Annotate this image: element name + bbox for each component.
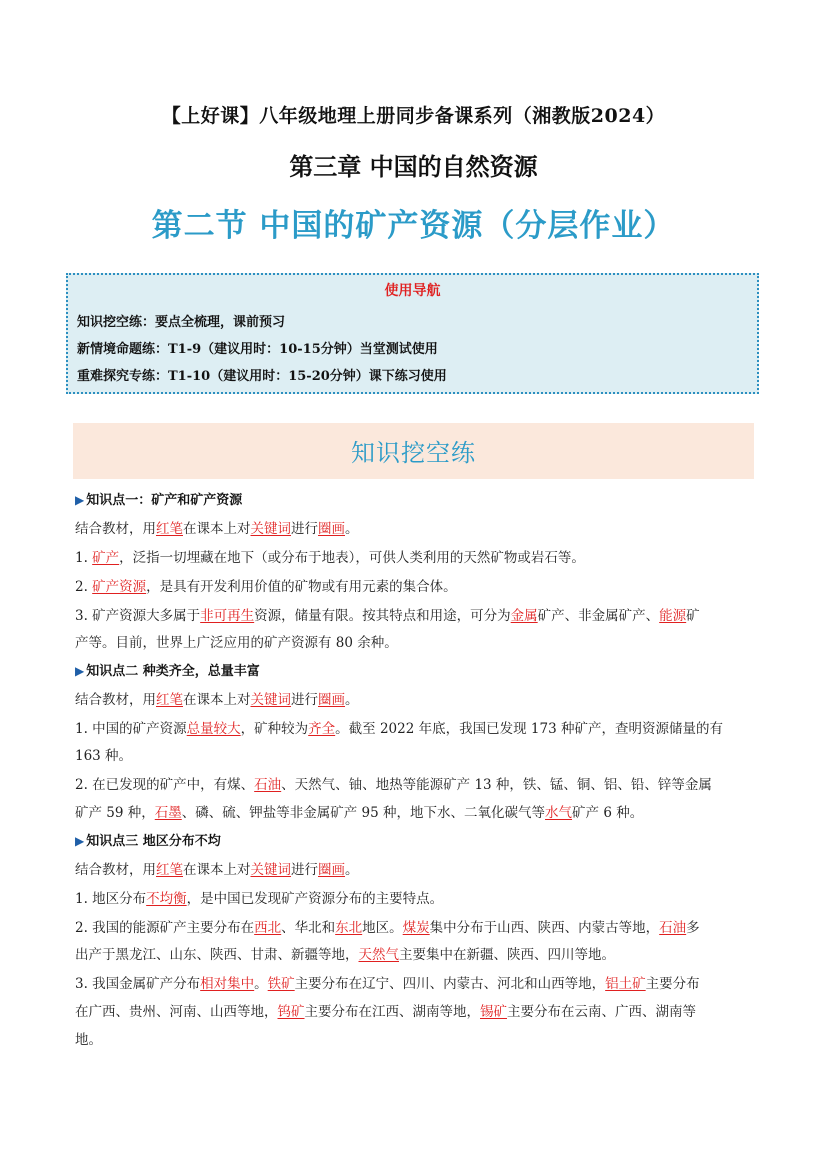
content-line: 2. 在已发现的矿产中，有煤、石油、天然气、铀、地热等能源矿产 13 种，铁、锰、铜、铝、铅、锌等金属 — [75, 777, 712, 793]
triangle-bullet-icon: ▶ — [75, 834, 85, 848]
banner-title: 知识挖空练 — [351, 439, 476, 467]
content-line: 矿产 59 种，石墨、磷、硫、钾盐等非金属矿产 95 种，地下水、二氧化碳气等水气矿产 6 种。 — [75, 805, 644, 821]
section-title: 第二节 中国的矿产资源（分层作业） — [151, 208, 676, 244]
content-line: 1. 矿产，泛指一切埋藏在地下（或分布于地表），可供人类利用的天然矿物或岩石等。 — [75, 550, 585, 566]
content-line: 出产于黑龙江、山东、陕西、甘肃、新疆等地，天然气主要集中在新疆、陕西、四川等地。 — [75, 947, 615, 963]
content-line: 1. 地区分布不均衡，是中国已发现矿产资源分布的主要特点。 — [75, 891, 444, 907]
content-line: 在广西、贵州、河南、山西等地，钨矿主要分布在江西、湖南等地，锡矿主要分布在云南、广西、湖南等 — [75, 1004, 696, 1020]
instruction-line: 结合教材，用红笔在课本上对关键词进行圈画。 — [75, 521, 359, 537]
chapter-title: 第三章 中国的自然资源 — [289, 153, 538, 181]
knowledge-point-title: ▶ 知识点二 种类齐全，总量丰富 — [75, 664, 260, 679]
triangle-bullet-icon: ▶ — [75, 493, 85, 507]
knowledge-point-title: ▶ 知识点一：矿产和矿产资源 — [75, 493, 243, 508]
usage-guide-heading: 使用导航 — [384, 283, 441, 299]
knowledge-point-title: ▶ 知识点三 地区分布不均 — [75, 834, 221, 849]
content-line: 3. 我国金属矿产分布相对集中。铁矿主要分布在辽宁、四川、内蒙古、河北和山西等地，铝土矿主要分布 — [75, 976, 700, 992]
usage-guide-box — [66, 273, 759, 394]
content-line: 产等。目前，世界上广泛应用的矿产资源有 80 余种。 — [75, 635, 398, 651]
content-line: 地。 — [75, 1032, 102, 1048]
guide-line: 新情境命题练：T1-9（建议用时：10-15分钟）当堂测试使用 — [77, 342, 438, 357]
guide-line: 重难探究专练：T1-10（建议用时：15-20分钟）课下练习使用 — [77, 369, 447, 384]
instruction-line: 结合教材，用红笔在课本上对关键词进行圈画。 — [75, 692, 359, 708]
section-banner — [73, 423, 754, 479]
instruction-line: 结合教材，用红笔在课本上对关键词进行圈画。 — [75, 862, 359, 878]
series-title: 【上好课】八年级地理上册同步备课系列（湘教版2024） — [161, 105, 666, 127]
triangle-bullet-icon: ▶ — [75, 664, 85, 678]
content-line: 1. 中国的矿产资源总量较大，矿种较为齐全。截至 2022 年底，我国已发现 173 种矿产，查明资源储量的有 — [75, 721, 723, 737]
guide-line: 知识挖空练：要点全梳理，课前预习 — [77, 315, 286, 330]
content-line: 2. 我国的能源矿产主要分布在西北、华北和东北地区。煤炭集中分布于山西、陕西、内蒙古等地，石油多 — [75, 920, 700, 936]
content-line: 2. 矿产资源，是具有开发利用价值的矿物或有用元素的集合体。 — [75, 579, 457, 595]
content-line: 163 种。 — [75, 748, 133, 764]
content-line: 3. 矿产资源大多属于非可再生资源，储量有限。按其特点和用途，可分为金属矿产、非金属矿产、能源矿 — [75, 608, 700, 624]
